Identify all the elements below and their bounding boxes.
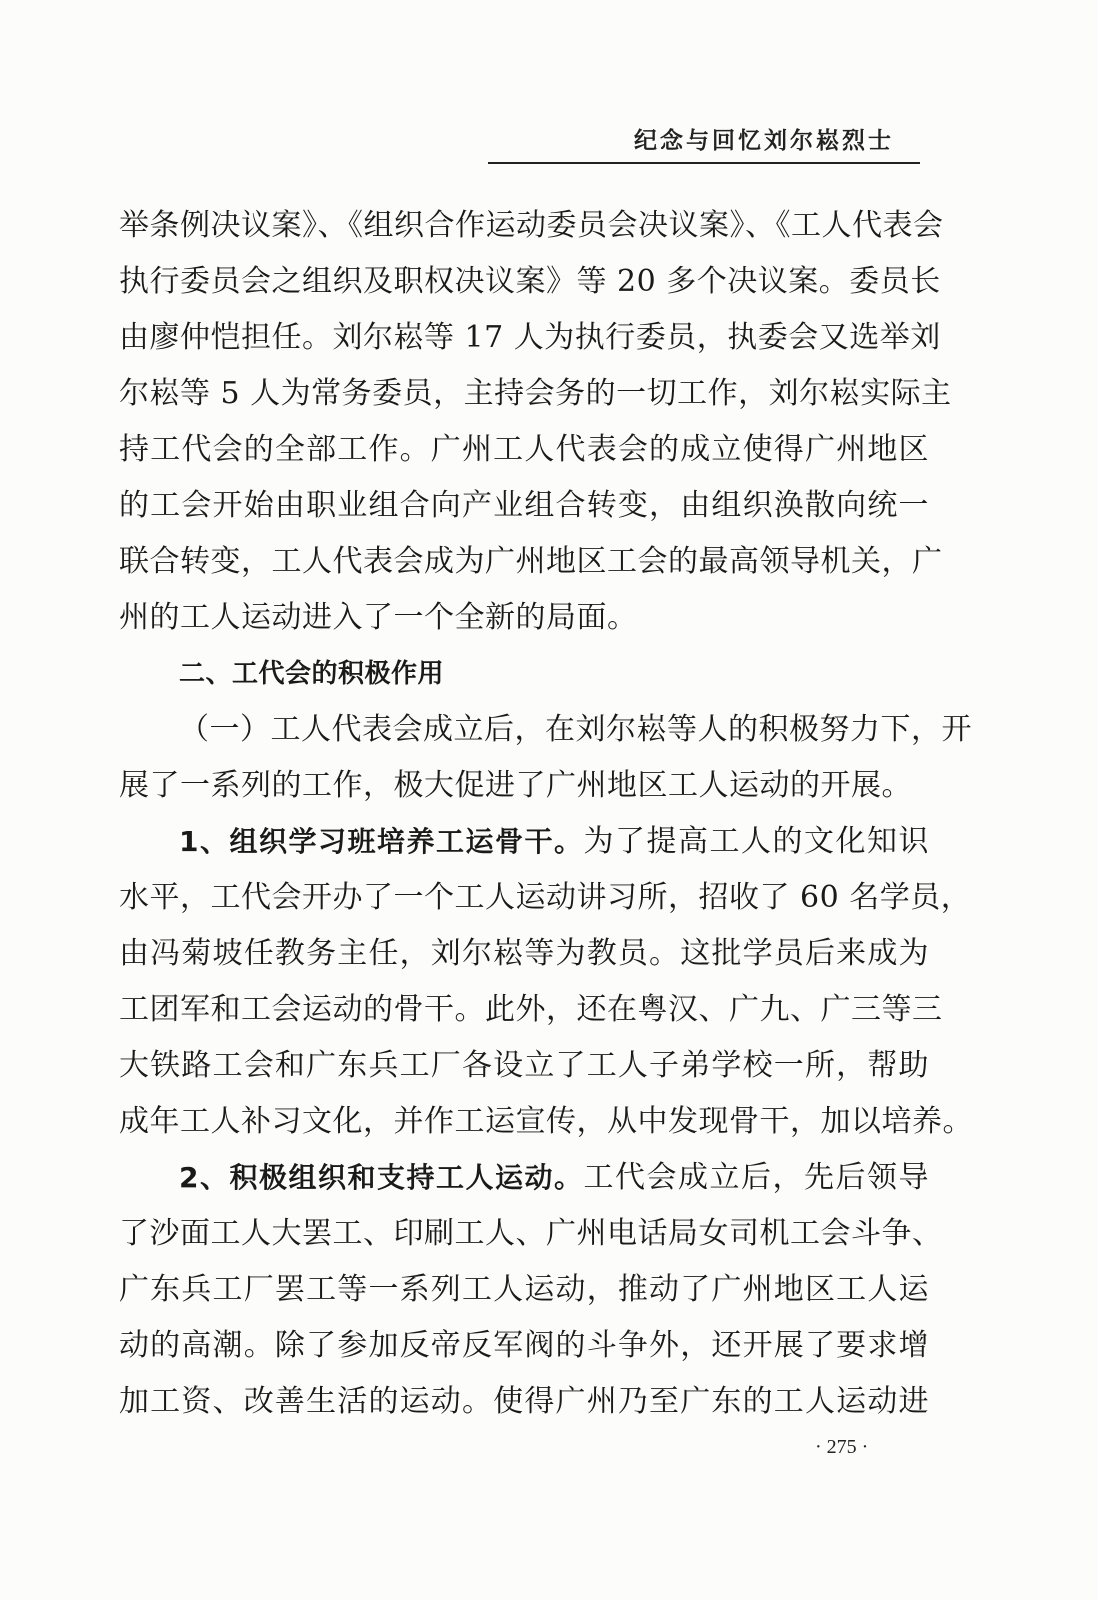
text-line: 举条例决议案》、《组织合作运动委员会决议案》、《工人代表会 bbox=[119, 208, 944, 243]
text-line: 动的高潮。除了参加反帝反军阀的斗争外，还开展了要求增 bbox=[119, 1328, 929, 1363]
text-line: 水平，工代会开办了一个工人运动讲习所，招收了 60 名学员， bbox=[119, 880, 972, 915]
text-line: 展了一系列的工作，极大促进了广州地区工人运动的开展。 bbox=[119, 768, 912, 803]
item-lead: 2、积极组织和支持工人运动。 bbox=[179, 1161, 584, 1194]
running-head-title: 纪念与回忆刘尔崧烈士 bbox=[634, 128, 894, 154]
section-heading: 二、工代会的积极作用 bbox=[179, 659, 445, 689]
text-line: （一）工人代表会成立后，在刘尔崧等人的积极努力下，开 bbox=[179, 712, 972, 747]
item-lead: 1、组织学习班培养工运骨干。 bbox=[179, 825, 584, 858]
text-line: 工团军和工会运动的骨干。此外，还在粤汉、广九、广三等三 bbox=[119, 992, 943, 1027]
text-line: 的工会开始由职业组合向产业组合转变，由组织涣散向统一 bbox=[119, 488, 929, 523]
running-head bbox=[488, 116, 920, 164]
body-text bbox=[119, 198, 973, 1430]
text-line: 联合转变，工人代表会成为广州地区工会的最高领导机关，广 bbox=[119, 544, 943, 579]
page-number: · 275 · bbox=[815, 1436, 869, 1458]
text-line: 大铁路工会和广东兵工厂各设立了工人子弟学校一所，帮助 bbox=[119, 1048, 929, 1083]
item-first-line bbox=[119, 1150, 929, 1206]
text-line: 广东兵工厂罢工等一系列工人运动，推动了广州地区工人运 bbox=[119, 1272, 929, 1307]
text-line: 由廖仲恺担任。刘尔崧等 17 人为执行委员，执委会又选举刘 bbox=[119, 320, 941, 355]
text-line: 持工代会的全部工作。广州工人代表会的成立使得广州地区 bbox=[119, 432, 929, 467]
text-line: 加工资、改善生活的运动。使得广州乃至广东的工人运动进 bbox=[119, 1384, 929, 1419]
text-line: 州的工人运动进入了一个全新的局面。 bbox=[119, 600, 638, 635]
item-lead-rest: 工代会成立后，先后领导 bbox=[583, 1160, 930, 1195]
text-line: 执行委员会之组织及职权决议案》等 20 多个决议案。委员长 bbox=[119, 264, 941, 299]
text-line: 由冯菊坡任教务主任，刘尔崧等为教员。这批学员后来成为 bbox=[119, 936, 929, 971]
text-line: 了沙面工人大罢工、印刷工人、广州电话局女司机工会斗争、 bbox=[119, 1216, 943, 1251]
item-lead-rest: 为了提高工人的文化知识 bbox=[583, 824, 930, 859]
text-line: 尔崧等 5 人为常务委员，主持会务的一切工作，刘尔崧实际主 bbox=[119, 376, 952, 411]
item-first-line bbox=[119, 814, 929, 870]
text-line: 成年工人补习文化，并作工运宣传，从中发现骨干，加以培养。 bbox=[119, 1104, 973, 1139]
